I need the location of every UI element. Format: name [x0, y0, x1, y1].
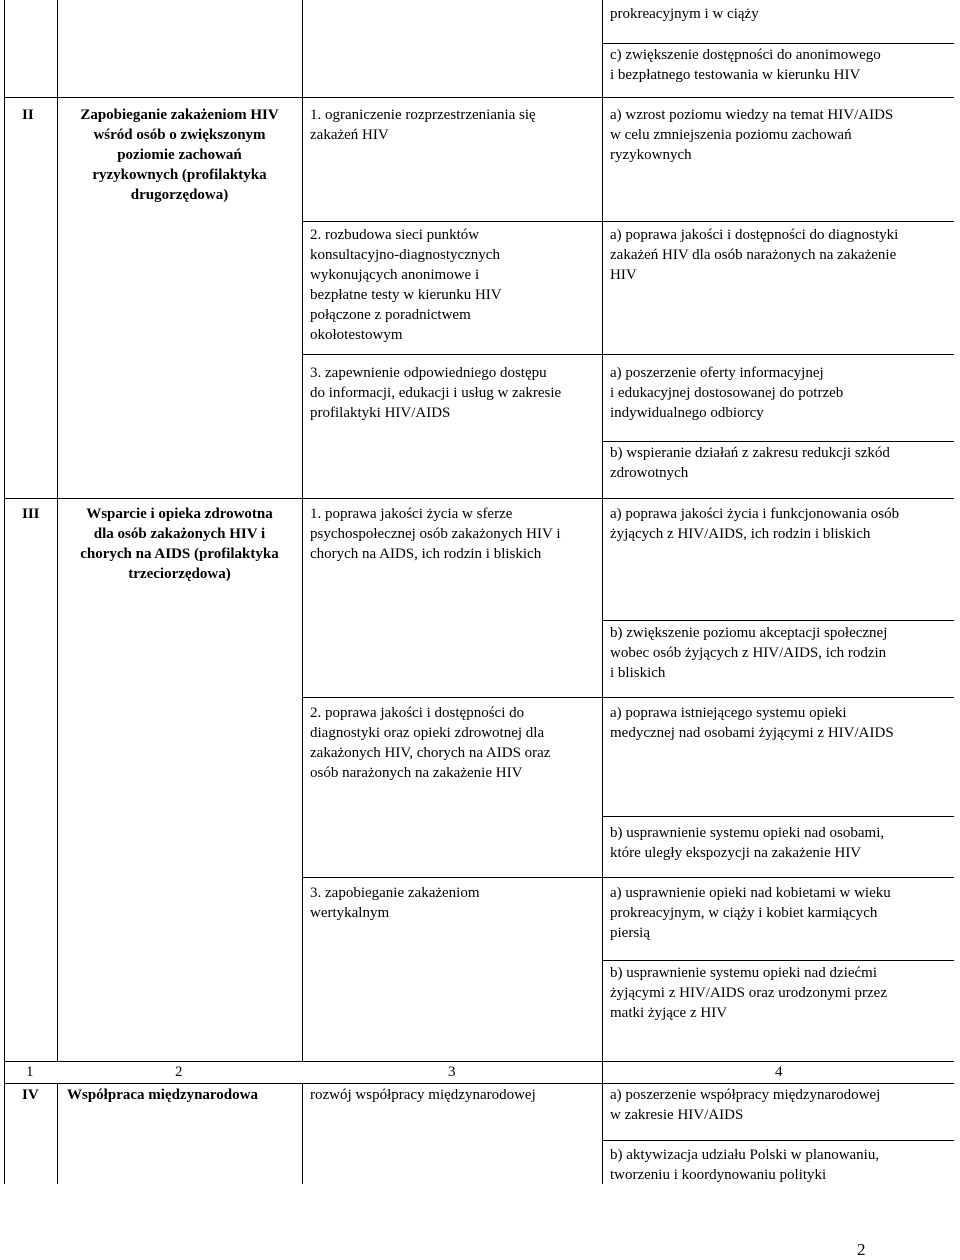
result-iii-1a: a) poprawa jakości życia i funkcjonowania osób żyjących z HIV/AIDS, ich rodzin i bliskich: [610, 506, 900, 542]
result-iii-3b: b) usprawnienie systemu opieki nad dziećmi żyjącymi z HIV/AIDS oraz urodzonymi przez matki żyjące z HIV: [610, 965, 887, 1021]
grid-line: [4, 498, 954, 499]
grid-line: [302, 1083, 303, 1184]
grid-line: [602, 960, 954, 961]
column-number-4: 4: [775, 1064, 783, 1080]
grid-line: [302, 221, 954, 222]
goal-iii-3: 3. zapobieganie zakażeniom wertykalnym: [310, 885, 480, 921]
area-title-iii: Wsparcie i opieka zdrowotna dla osób zakażonych HIV i chorych na AIDS (profilaktyka trzeciorzędowa): [80, 506, 279, 582]
result-iv-1a: a) poszerzenie współpracy międzynarodowej w zakresie HIV/AIDS: [610, 1087, 881, 1123]
grid-line: [602, 0, 603, 1184]
result-ii-2a: a) poprawa jakości i dostępności do diagnostyki zakażeń HIV dla osób narażonych na zakażenie HIV: [610, 227, 899, 283]
result-c-text: c) zwiększenie dostępności do anonimowego i bezpłatnego testowania w kierunku HIV: [610, 47, 881, 83]
result-ii-3a: a) poszerzenie oferty informacyjnej i edukacyjnej dostosowanej do potrzeb indywidualnego odbiorcy: [610, 365, 844, 421]
grid-line: [302, 697, 954, 698]
grid-line: [302, 877, 954, 878]
grid-line: [602, 620, 954, 621]
result-iii-2a: a) poprawa istniejącego systemu opieki medycznej nad osobami żyjącymi z HIV/AIDS: [610, 705, 894, 741]
goal-ii-1: 1. ograniczenie rozprzestrzeniania się zakażeń HIV: [310, 107, 536, 143]
area-title-iv: Współpraca międzynarodowa: [67, 1087, 258, 1103]
grid-line: [4, 0, 5, 1184]
continued-result-text: prokreacyjnym i w ciąży: [610, 6, 759, 22]
result-iii-1b: b) zwiększenie poziomu akceptacji społecznej wobec osób żyjących z HIV/AIDS, ich rodzin i bliskich: [610, 625, 888, 681]
grid-line: [4, 1083, 954, 1084]
column-number-2: 2: [175, 1064, 183, 1080]
result-ii-1a: a) wzrost poziomu wiedzy na temat HIV/AIDS w celu zmniejszenia poziomu zachowań ryzykownych: [610, 107, 894, 163]
goal-ii-2: 2. rozbudowa sieci punktów konsultacyjno-diagnostycznych wykonujących anonimowe i bezpłatne testy w kierunku HIV połączone z poradnictwem okołotestowym: [310, 227, 502, 343]
grid-line: [57, 1083, 58, 1184]
grid-line: [602, 43, 954, 44]
grid-line: [602, 816, 954, 817]
goal-iv-1: rozwój współpracy międzynarodowej: [310, 1087, 536, 1103]
section-number-ii: II: [22, 107, 34, 123]
area-title-ii: Zapobieganie zakażeniom HIV wśród osób o zwiększonym poziomie zachowań ryzykownych (profilaktyka drugorzędowa): [80, 107, 279, 203]
goal-iii-2: 2. poprawa jakości i dostępności do diagnostyki oraz opieki zdrowotnej dla zakażonych HIV, chorych na AIDS oraz osób narażonych na zakażenie HIV: [310, 705, 551, 781]
grid-line: [302, 0, 303, 1061]
grid-line: [602, 1140, 954, 1141]
column-number-3: 3: [448, 1064, 456, 1080]
section-number-iv: IV: [22, 1087, 39, 1103]
result-iii-2b: b) usprawnienie systemu opieki nad osobami, które uległy ekspozycji na zakażenie HIV: [610, 825, 885, 861]
result-ii-3b: b) wspieranie działań z zakresu redukcji szkód zdrowotnych: [610, 445, 890, 481]
goal-ii-3: 3. zapewnienie odpowiedniego dostępu do informacji, edukacji i usług w zakresie profilaktyki HIV/AIDS: [310, 365, 562, 421]
grid-line: [602, 441, 954, 442]
grid-line: [302, 354, 954, 355]
result-iv-1b: b) aktywizacja udziału Polski w planowaniu, tworzeniu i koordynowaniu polityki: [610, 1147, 880, 1183]
page-number: 2: [857, 1240, 866, 1259]
goal-iii-1: 1. poprawa jakości życia w sferze psychospołecznej osób zakażonych HIV i chorych na AIDS, ich rodzin i bliskich: [310, 506, 561, 562]
grid-line: [4, 1061, 954, 1062]
result-iii-3a: a) usprawnienie opieki nad kobietami w wieku prokreacyjnym, w ciąży i kobiet karmiących piersią: [610, 885, 891, 941]
section-number-iii: III: [22, 506, 40, 522]
column-number-1: 1: [26, 1064, 34, 1080]
grid-line: [4, 97, 954, 98]
